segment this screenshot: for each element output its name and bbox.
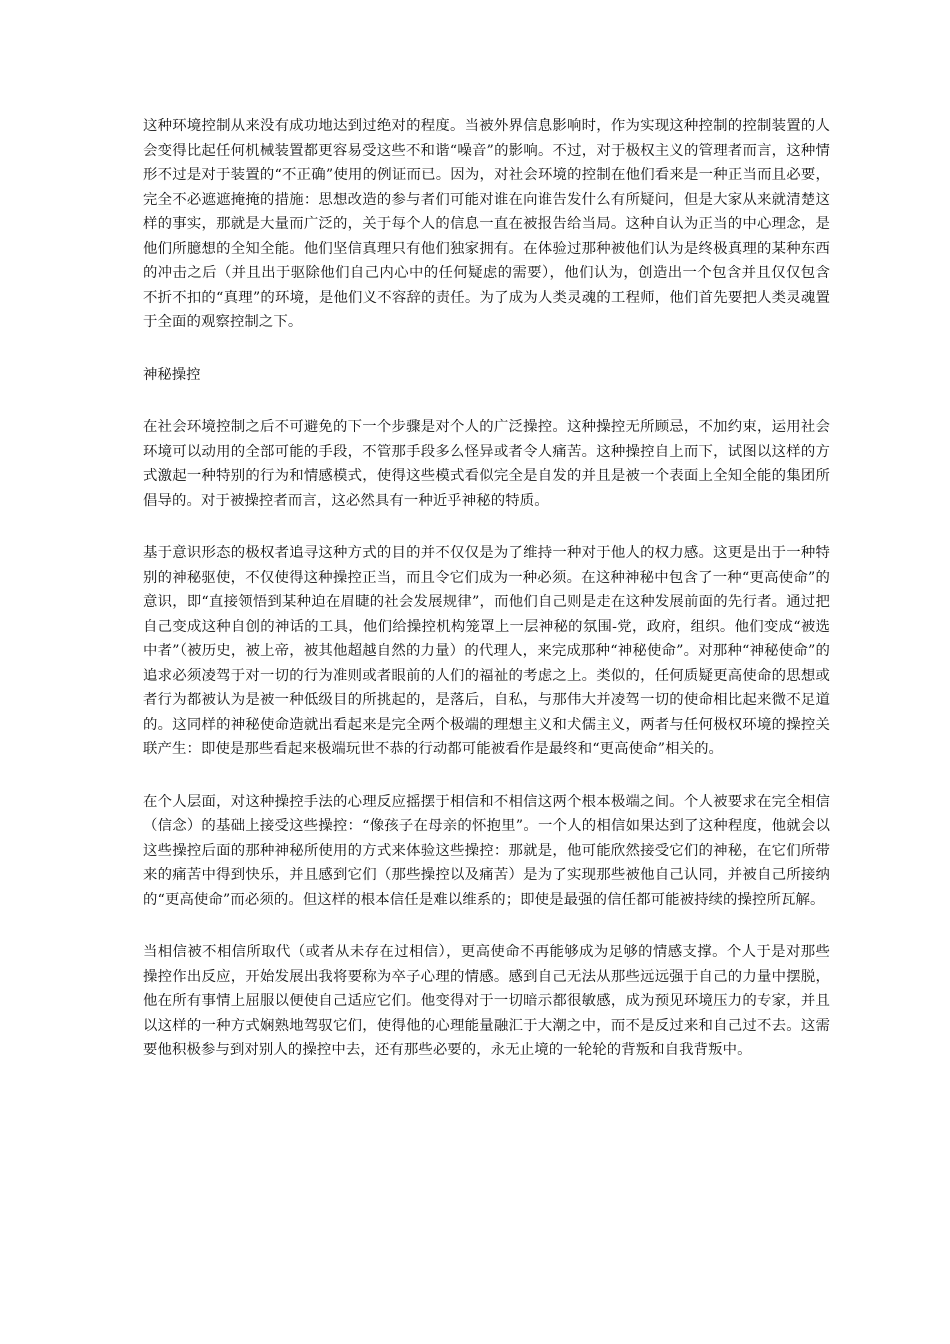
section-heading-mystical-manipulation: 神秘操控	[143, 366, 201, 383]
paragraph-higher-mission: 基于意识形态的极权者追寻这种方式的目的并不仅仅是为了维持一种对于他人的权力感。这更是出于一种特别的神秘驱使，不仅使得这种操控正当，而且令它们成为一种必须。在这种神秘中包含了一种“更高使命”的意识，即“直接领悟到某种迫在眉睫的社会发展规律”，而他们自己则是走在这种发展前面的先行者。通过把自己变成这种自创的神话的工具，他们给操控机构笼罩上一层神秘的氛围-党，政府，组织。他们变成“被选中者”（被历史，被上帝，被其他超越自然的力量）的代理人，来完成那种“神秘使命”。对那种“神秘使命”的追求必须凌驾于对一切的行为准则或者眼前的人们的福祉的考虑之上。类似的，任何质疑更高使命的思想或者行为都被认为是被一种低级目的所挑起的，是落后，自私，与那伟大并凌驾一切的使命相比起来微不足道的。这同样的神秘使命造就出看起来是完全两个极端的理想主义和犬儒主义，两者与任何极权环境的操控关联产生：即使是那些看起来极端玩世不恭的行动都可能被看作是最终和“更高使命”相关的。	[143, 545, 830, 757]
paragraph-pawn-psychology: 当相信被不相信所取代（或者从未存在过相信），更高使命不再能够成为足够的情感支撑。个人于是对那些操控作出反应，开始发展出我将要称为卒子心理的情感。感到自己无法从那些远远强于自己的力量中摆脱，他在所有事情上屈服以便使自己适应它们。他变得对于一切暗示都很敏感，成为预见环境压力的专家，并且以这样的一种方式娴熟地驾驭它们，使得他的心理能量融汇于大潮之中，而不是反过来和自己过不去。这需要他积极参与到对别人的操控中去，还有那些必要的，永无止境的一轮轮的背叛和自我背叛中。	[143, 944, 830, 1058]
paragraph-manipulation-intro: 在社会环境控制之后不可避免的下一个步骤是对个人的广泛操控。这种操控无所顾忌，不加约束，运用社会环境可以动用的全部可能的手段，不管那手段多么怪异或者令人痛苦。这种操控自上而下，试图以这样的方式激起一种特别的行为和情感模式，使得这些模式看似完全是自发的并且是被一个表面上全知全能的集团所倡导的。对于被操控者而言，这必然具有一种近乎神秘的特质。	[143, 419, 830, 509]
paragraph-individual-response: 在个人层面，对这种操控手法的心理反应摇摆于相信和不相信这两个根本极端之间。个人被要求在完全相信（信念）的基础上接受这些操控：“像孩子在母亲的怀抱里”。一个人的相信如果达到了这种程度，他就会以这些操控后面的那种神秘所使用的方式来体验这些操控：那就是，他可能欣然接受它们的神秘，在它们所带来的痛苦中得到快乐，并且感到它们（那些操控以及痛苦）是为了实现那些被他自己认同，并被自己所接纳的“更高使命”而必须的。但这样的根本信任是难以维系的；即使是最强的信任都可能被持续的操控所瓦解。	[143, 793, 830, 908]
paragraph-environment-control: 这种环境控制从来没有成功地达到过绝对的程度。当被外界信息影响时，作为实现这种控制的控制装置的人会变得比起任何机械装置都更容易受这些不和谐“噪音”的影响。不过，对于极权主义的管理者而言，这种情形不过是对于装置的“不正确”使用的例证而已。因为，对社会环境的控制在他们看来是一种正当而且必要，完全不必遮遮掩掩的措施：思想改造的参与者们可能对谁在向谁告发什么有所疑问，但是大家从来就清楚这样的事实，那就是大量而广泛的，关于每个人的信息一直在被报告给当局。这种自认为正当的中心理念，是他们所臆想的全知全能。他们坚信真理只有他们独家拥有。在体验过那种被他们认为是终极真理的某种东西的冲击之后（并且出于驱除他们自己内心中的任何疑虑的需要），他们认为，创造出一个包含并且仅仅包含不折不扣的“真理”的环境，是他们义不容辞的责任。为了成为人类灵魂的工程师，他们首先要把人类灵魂置于全面的观察控制之下。	[143, 118, 830, 330]
